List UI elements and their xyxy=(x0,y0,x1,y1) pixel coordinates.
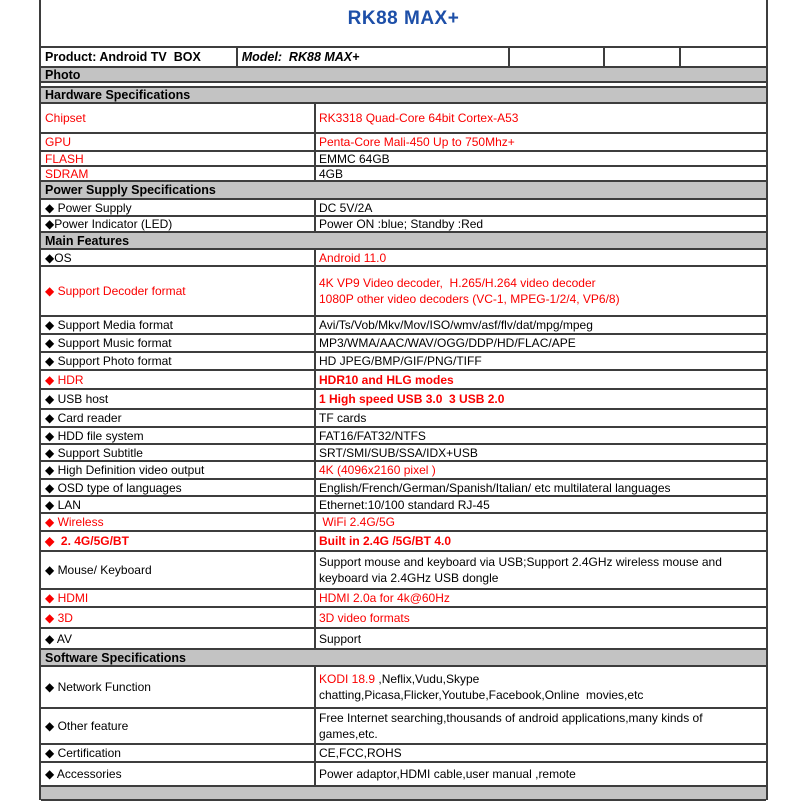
spec-value-line xyxy=(319,726,766,742)
spec-value-line xyxy=(319,462,766,478)
spec-value-line xyxy=(319,391,766,407)
spec-value-line xyxy=(319,497,766,512)
empty-cell xyxy=(603,48,679,66)
spec-value xyxy=(314,608,766,627)
spec-value xyxy=(314,267,766,315)
spec-row xyxy=(41,497,766,514)
spec-label-text: ◆ 3D xyxy=(45,610,73,625)
spec-value-line xyxy=(319,590,766,606)
spec-label xyxy=(41,480,314,495)
text-segment: Free Internet searching,thousands of android applications,many kinds of xyxy=(319,711,703,725)
spec-value-line xyxy=(319,335,766,351)
spec-row xyxy=(41,428,766,445)
text-segment: Power adaptor,HDMI cable,user manual ,remote xyxy=(319,767,576,781)
text-segment: MP3/WMA/AAC/WAV/OGG/DDP/HD/FLAC/APE xyxy=(319,336,576,350)
spec-value-line xyxy=(319,250,766,265)
spec-row xyxy=(41,445,766,462)
text-segment: HDR10 and HLG modes xyxy=(319,372,454,387)
spec-label-text: ◆ Support Decoder format xyxy=(45,284,186,298)
spec-label-text: ◆OS xyxy=(45,250,72,265)
spec-value xyxy=(314,480,766,495)
spec-row xyxy=(41,410,766,428)
spec-label xyxy=(41,353,314,369)
text-segment: 3D video formats xyxy=(319,610,410,625)
model-cell: Model: RK88 MAX+ xyxy=(236,48,509,66)
spec-value xyxy=(314,134,766,150)
spec-row xyxy=(41,317,766,335)
spec-row xyxy=(41,371,766,390)
spec-value-line xyxy=(319,687,766,703)
spec-label xyxy=(41,445,314,460)
text-segment: Built in 2.4G /5G/BT 4.0 xyxy=(319,534,452,548)
spec-label xyxy=(41,317,314,333)
spec-value-line xyxy=(319,200,766,215)
text-segment: WiFi 2.4G/5G xyxy=(319,515,396,529)
spec-label xyxy=(41,267,314,315)
spec-label xyxy=(41,745,314,761)
text-segment: 4GB xyxy=(319,167,344,180)
spec-label xyxy=(41,608,314,627)
spec-value-line xyxy=(319,671,766,687)
text-segment: Support mouse and keyboard via USB;Support 2.4GHz wireless mouse and xyxy=(319,555,722,569)
spec-value-line xyxy=(319,710,766,726)
spec-value-line xyxy=(319,533,766,549)
title-area xyxy=(41,0,766,48)
spec-label-text: FLASH xyxy=(45,152,84,165)
spec-value-line xyxy=(319,291,766,307)
text-segment: games,etc. xyxy=(319,727,378,741)
text-segment: 1080P other video decoders (VC-1, MPEG-1/2/4, VP6/8) xyxy=(319,292,620,306)
text-segment: EMMC 64GB xyxy=(319,152,390,165)
spec-row xyxy=(41,200,766,217)
spec-label xyxy=(41,410,314,426)
text-segment: HD JPEG/BMP/GIF/PNG/TIFF xyxy=(319,354,482,368)
text-segment: Penta-Core Mali-450 Up to 750Mhz+ xyxy=(319,135,515,149)
spec-row xyxy=(41,267,766,317)
spec-label xyxy=(41,514,314,530)
product-row xyxy=(41,48,766,68)
spec-label xyxy=(41,134,314,150)
spec-row xyxy=(41,480,766,497)
spec-label xyxy=(41,763,314,785)
spec-label xyxy=(41,428,314,443)
spec-row xyxy=(41,250,766,267)
spec-value xyxy=(314,445,766,460)
text-segment: chatting,Picasa,Flicker,Youtube,Facebook,Online movies,etc xyxy=(319,688,644,702)
spec-row xyxy=(41,608,766,629)
section-title: Photo xyxy=(45,68,81,82)
text-segment: keyboard via 2.4GHz USB dongle xyxy=(319,571,499,585)
spec-row xyxy=(41,462,766,480)
spec-value-line xyxy=(319,152,766,165)
spec-label-text: ◆ Certification xyxy=(45,746,121,760)
spec-value xyxy=(314,390,766,408)
spec-label-text: ◆ AV xyxy=(45,631,73,646)
text-segment: DC 5V/2A xyxy=(319,200,373,215)
spec-row xyxy=(41,667,766,709)
spec-value xyxy=(314,317,766,333)
spec-label-text: ◆ LAN xyxy=(45,497,81,512)
text-segment: Support xyxy=(319,631,362,646)
spec-label xyxy=(41,200,314,215)
spec-label xyxy=(41,335,314,351)
spec-value xyxy=(314,552,766,588)
text-segment: Avi/Ts/Vob/Mkv/Mov/ISO/wmv/asf/flv/dat/mpg/mpeg xyxy=(319,318,593,332)
spec-value xyxy=(314,428,766,443)
spec-label-text: ◆ Accessories xyxy=(45,767,122,781)
spec-row xyxy=(41,709,766,745)
section-title: Main Features xyxy=(45,233,130,248)
text-segment: RK3318 Quad-Core 64bit Cortex-A53 xyxy=(319,111,519,125)
spec-value xyxy=(314,763,766,785)
text-segment: SRT/SMI/SUB/SSA/IDX+USB xyxy=(319,445,478,460)
spec-label-text: ◆ Mouse/ Keyboard xyxy=(45,563,152,577)
section-title: Power Supply Specifications xyxy=(45,183,216,197)
spec-value xyxy=(314,200,766,215)
spec-label-text: ◆ HDMI xyxy=(45,591,89,605)
spec-label-text: ◆ Wireless xyxy=(45,515,104,529)
spec-label-text: ◆ USB host xyxy=(45,392,109,406)
text-segment: TF cards xyxy=(319,411,367,425)
spec-value-line xyxy=(319,766,766,782)
spec-value-line xyxy=(319,570,766,586)
spec-value xyxy=(314,745,766,761)
spec-table xyxy=(41,68,766,801)
empty-cell xyxy=(679,48,766,66)
spec-label-text: ◆ High Definition video output xyxy=(45,463,205,477)
spec-value-line xyxy=(319,275,766,291)
spec-row xyxy=(41,745,766,763)
section-header xyxy=(41,787,766,801)
spec-label-text: ◆ 2. 4G/5G/BT xyxy=(45,534,129,548)
page-title: RK88 MAX+ xyxy=(347,8,460,29)
spec-label xyxy=(41,590,314,606)
text-segment: 4K (4096x2160 pixel ) xyxy=(319,463,436,477)
section-title: Hardware Specifications xyxy=(45,88,191,102)
spec-value xyxy=(314,462,766,478)
spec-row xyxy=(41,514,766,532)
spec-value xyxy=(314,353,766,369)
spec-value-line xyxy=(319,217,766,231)
text-segment: HDMI 2.0a for 4k@60Hz xyxy=(319,591,450,605)
spec-label-text: ◆ HDD file system xyxy=(45,428,144,443)
spec-value-line xyxy=(319,610,766,626)
text-segment: Power ON :blue; Standby :Red xyxy=(319,217,484,231)
text-segment: 4K VP9 Video decoder, H.265/H.264 video decoder xyxy=(319,276,596,290)
spec-row xyxy=(41,552,766,590)
spec-value xyxy=(314,371,766,388)
spec-label xyxy=(41,217,314,231)
spec-label xyxy=(41,104,314,132)
spec-label-text: ◆Power Indicator (LED) xyxy=(45,217,173,231)
spec-label xyxy=(41,497,314,512)
spec-label xyxy=(41,552,314,588)
spec-value-line xyxy=(319,110,766,126)
spec-label-text: ◆ Support Music format xyxy=(45,336,172,350)
section-header xyxy=(41,233,766,250)
spec-value-line xyxy=(319,167,766,180)
spec-label-text: ◆ Other feature xyxy=(45,719,129,733)
spec-row xyxy=(41,152,766,167)
spec-value-line xyxy=(319,480,766,495)
spec-value-line xyxy=(319,445,766,460)
spec-label-text: ◆ Network Function xyxy=(45,680,151,694)
section-header xyxy=(41,68,766,83)
spec-label xyxy=(41,709,314,743)
spec-row xyxy=(41,167,766,182)
spec-row xyxy=(41,335,766,353)
spec-row xyxy=(41,532,766,552)
spec-value xyxy=(314,629,766,648)
spec-label-text: Chipset xyxy=(45,111,86,125)
spec-row xyxy=(41,134,766,152)
spec-value xyxy=(314,217,766,231)
spec-label xyxy=(41,152,314,165)
spec-value xyxy=(314,667,766,707)
spec-label-text: SDRAM xyxy=(45,167,89,180)
spec-label xyxy=(41,629,314,648)
spec-value-line xyxy=(319,631,766,647)
spec-value xyxy=(314,104,766,132)
section-header xyxy=(41,88,766,104)
spec-value xyxy=(314,250,766,265)
text-segment: ,Neflix,Vudu,Skype xyxy=(378,672,480,686)
spec-value-line xyxy=(319,428,766,443)
spec-value xyxy=(314,152,766,165)
spec-label xyxy=(41,462,314,478)
section-header xyxy=(41,650,766,667)
spec-value xyxy=(314,532,766,550)
section-header xyxy=(41,182,766,200)
text-segment: KODI 18.9 xyxy=(319,672,379,686)
spec-label xyxy=(41,250,314,265)
spec-sheet xyxy=(39,0,768,800)
spec-row xyxy=(41,217,766,233)
spec-value-line xyxy=(319,353,766,369)
spec-row xyxy=(41,590,766,608)
text-segment: 1 High speed USB 3.0 3 USB 2.0 xyxy=(319,392,505,406)
spec-label xyxy=(41,371,314,388)
spec-label-text: GPU xyxy=(45,135,72,149)
spec-value xyxy=(314,514,766,530)
spec-value-line xyxy=(319,514,766,530)
spec-value-line xyxy=(319,410,766,426)
spec-label xyxy=(41,390,314,408)
spec-value-line xyxy=(319,134,766,150)
text-segment: English/French/German/Spanish/Italian/ etc multilateral languages xyxy=(319,480,671,495)
spec-label xyxy=(41,532,314,550)
spec-value-line xyxy=(319,372,766,388)
text-segment: Android 11.0 xyxy=(319,250,387,265)
spec-value xyxy=(314,335,766,351)
spec-value xyxy=(314,590,766,606)
text-segment: FAT16/FAT32/NTFS xyxy=(319,428,426,443)
spec-row xyxy=(41,104,766,134)
spec-row xyxy=(41,353,766,371)
spec-row xyxy=(41,390,766,410)
spec-label-text: ◆ Support Subtitle xyxy=(45,445,143,460)
spec-row xyxy=(41,763,766,787)
product-cell: Product: Android TV BOX xyxy=(45,50,201,64)
spec-row xyxy=(41,629,766,650)
spec-value xyxy=(314,709,766,743)
empty-cell xyxy=(508,48,603,66)
spec-value-line xyxy=(319,554,766,570)
spec-label-text: ◆ Card reader xyxy=(45,411,122,425)
spec-value-line xyxy=(319,317,766,333)
section-title: Software Specifications xyxy=(45,650,187,665)
spec-value xyxy=(314,410,766,426)
text-segment: Ethernet:10/100 standard RJ-45 xyxy=(319,497,490,512)
spec-value xyxy=(314,497,766,512)
spec-label xyxy=(41,167,314,180)
text-segment: CE,FCC,ROHS xyxy=(319,746,402,760)
spec-value-line xyxy=(319,745,766,761)
spec-label-text: ◆ Power Supply xyxy=(45,200,132,215)
spec-label-text: ◆ OSD type of languages xyxy=(45,480,182,495)
spec-label-text: ◆ Support Media format xyxy=(45,318,173,332)
spec-label-text: ◆ Support Photo format xyxy=(45,354,172,368)
spec-label-text: ◆ HDR xyxy=(45,372,84,387)
spec-label xyxy=(41,667,314,707)
spec-value xyxy=(314,167,766,180)
